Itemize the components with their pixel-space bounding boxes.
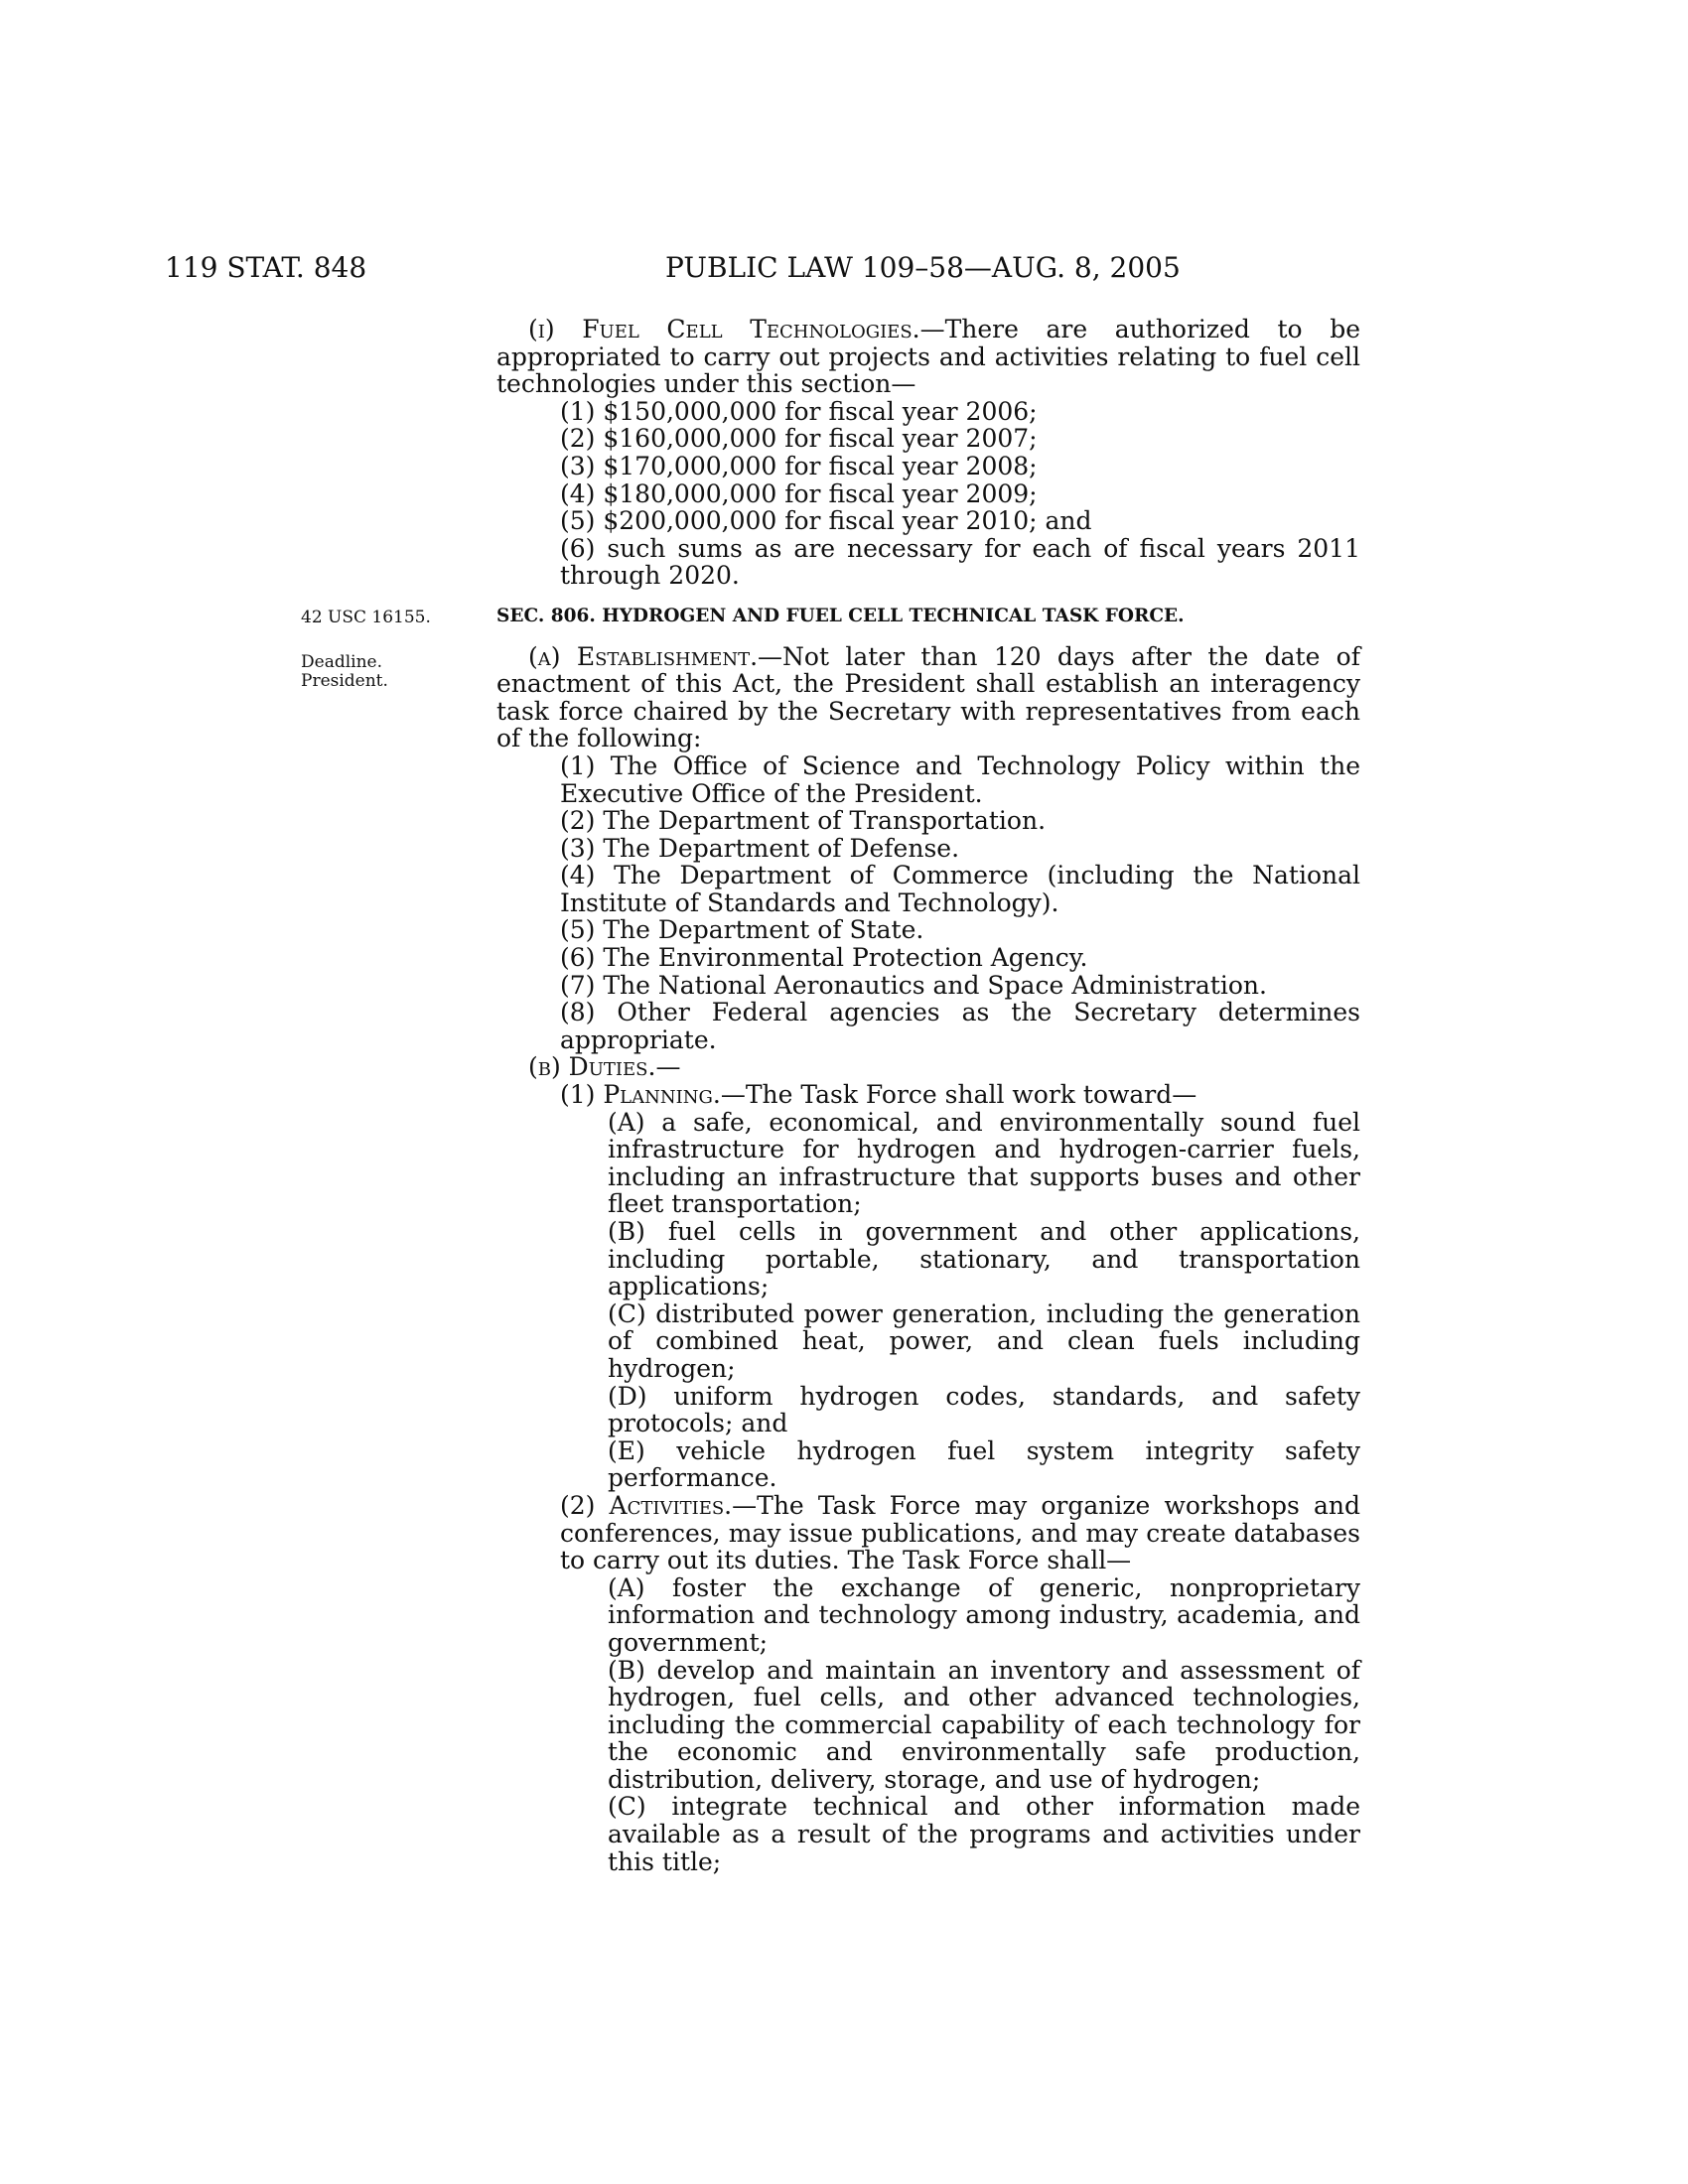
page-header (0, 248, 1688, 288)
margin-note-usc: 42 USC 16155. (301, 608, 431, 627)
duties-dash: — (655, 1052, 681, 1082)
planning-paragraph (496, 1081, 1360, 1109)
activities-paragraph (496, 1492, 1360, 1574)
establishment-paragraph (496, 643, 1360, 752)
establishment-item-4: (4) The Department of Commerce (including the National Institute of Standards and Technology). (560, 861, 1360, 917)
activities-label: (2) Activities. (560, 1490, 733, 1520)
planning-item-e: (E) vehicle hydrogen fuel system integrity safety performance. (608, 1435, 1360, 1493)
establishment-item-3: (3) The Department of Defense. (560, 833, 960, 863)
duties-paragraph (496, 1053, 1360, 1081)
activities-item-a: (A) foster the exchange of generic, nonproprietary information and technology among industry, academia, and government; (608, 1572, 1360, 1657)
fuel-cell-item-6: (6) such sums as are necessary for each of fiscal years 2011 through 2020. (560, 533, 1360, 591)
fuel-cell-item-1: (1) $150,000,000 for fiscal year 2006; (560, 396, 1038, 426)
section-heading: SEC. 806. HYDROGEN AND FUEL CELL TECHNICAL TASK FORCE. (496, 605, 1185, 626)
duties-label: (b) Duties. (528, 1052, 656, 1082)
establishment-item-2: (2) The Department of Transportation. (560, 806, 1047, 836)
fuel-cell-item-4: (4) $180,000,000 for fiscal year 2009; (560, 478, 1038, 508)
establishment-label: (a) Establishment. (528, 641, 759, 671)
activities-text: —The Task Force may organize workshops and conferences, may issue publications, and may create databases to carry out its duties. The Task Force shall— (560, 1490, 1360, 1575)
establishment-item-7: (7) The National Aeronautics and Space Administration. (560, 970, 1267, 1000)
establishment-item-5: (5) The Department of State. (560, 915, 924, 945)
public-law-title: PUBLIC LAW 109–58—AUG. 8, 2005 (665, 251, 1181, 284)
fuel-cell-item-5: (5) $200,000,000 for fiscal year 2010; and (560, 506, 1092, 536)
activities-item-b: (B) develop and maintain an inventory and assessment of hydrogen, fuel cells, and other advanced technologies, including the commercial capability of each technology for the economic and environmentally safe production, distribution, delivery, storage, and use of hydrogen; (608, 1655, 1360, 1794)
planning-item-c: (C) distributed power generation, including the generation of combined heat, power, and clean fuels including hydrogen; (608, 1298, 1360, 1383)
margin-note-deadline: Deadline. (301, 652, 382, 672)
fuel-cell-item-3: (3) $170,000,000 for fiscal year 2008; (560, 451, 1038, 480)
planning-item-d: (D) uniform hydrogen codes, standards, and safety protocols; and (608, 1381, 1360, 1438)
planning-label: (1) Planning. (560, 1080, 721, 1110)
statute-page-reference: 119 STAT. 848 (165, 251, 367, 284)
fuel-cell-item-2: (2) $160,000,000 for fiscal year 2007; (560, 424, 1038, 454)
fuel-cell-heading: (i) Fuel Cell Technologies. (528, 315, 920, 343)
planning-item-b: (B) fuel cells in government and other applications, including portable, stationary, and transportation applications; (608, 1217, 1360, 1301)
fuel-cell-intro-paragraph (496, 316, 1360, 398)
activities-item-c: (C) integrate technical and other information made available as a result of the programs and activities under this title; (608, 1792, 1360, 1876)
establishment-item-8: (8) Other Federal agencies as the Secretary determines appropriate. (560, 998, 1360, 1054)
fuel-cell-intro-text: —There are authorized to be appropriated to carry out projects and activities relating to fuel cell technologies under this section— (496, 315, 1360, 399)
planning-item-a: (A) a safe, economical, and environmentally sound fuel infrastructure for hydrogen and hydrogen-carrier fuels, including an infrastructure that supports buses and other fleet transportation; (608, 1107, 1360, 1219)
planning-text: —The Task Force shall work toward— (720, 1080, 1197, 1110)
establishment-item-1: (1) The Office of Science and Technology Policy within the Executive Office of the President. (560, 751, 1360, 808)
margin-note-president: President. (301, 671, 388, 691)
establishment-item-6: (6) The Environmental Protection Agency. (560, 943, 1088, 973)
document-body (496, 316, 1360, 1875)
establishment-text: —Not later than 120 days after the date of enactment of this Act, the President shall establish an interagency task force chaired by the Secretary with representatives from each of the following: (496, 641, 1360, 753)
